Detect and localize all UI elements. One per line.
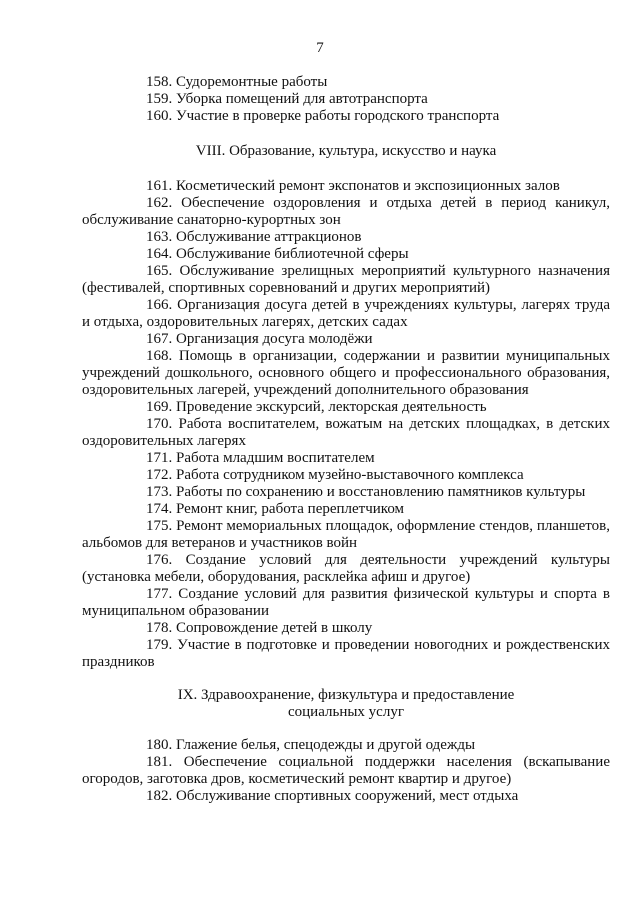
list-item: 161. Косметический ремонт экспонатов и экспозиционных залов [146,178,560,194]
list-item: 175. Ремонт мемориальных площадок, оформление стендов, планшетов, альбомов для ветеранов и участников войн [82,518,610,551]
list-item: 158. Судоремонтные работы [146,74,328,90]
list-item: 181. Обеспечение социальной поддержки населения (вскапывание огородов, заготовка дров, косметический ремонт квартир и другое) [82,754,610,787]
section-heading [82,687,610,721]
list-item: 166. Организация досуга детей в учреждениях культуры, лагерях труда и отдыха, оздоровительных лагерях, детских садах [82,297,610,330]
list-item: 176. Создание условий для деятельности учреждений культуры (установка мебели, оборудования, расклейка афиш и другое) [82,552,610,585]
list-item: 164. Обслуживание библиотечной сферы [146,246,409,262]
list-item: 165. Обслуживание зрелищных мероприятий культурного назначения (фестивалей, спортивных соревнований и других мероприятий) [82,263,610,296]
page-number: 7 [316,40,324,56]
section-heading-line: IX. Здравоохранение, физкультура и предоставление [177,687,515,703]
list-item: 177. Создание условий для развития физической культуры и спорта в муниципальном образовании [82,586,610,619]
list-item: 159. Уборка помещений для автотранспорта [146,91,428,107]
list-item: 171. Работа младшим воспитателем [146,450,375,466]
list-item: 167. Организация досуга молодёжи [146,331,373,347]
list-item: 169. Проведение экскурсий, лекторская деятельность [146,399,487,415]
list-item: 160. Участие в проверке работы городского транспорта [146,108,500,124]
document-body [82,74,610,805]
list-item: 178. Сопровождение детей в школу [146,620,373,636]
list-item: 170. Работа воспитателем, вожатым на детских площадках, в детских оздоровительных лагерях [82,416,610,449]
list-item: 182. Обслуживание спортивных сооружений, мест отдыха [146,788,519,804]
list-item: 180. Глажение белья, спецодежды и другой одежды [146,737,476,753]
list-item: 162. Обеспечение оздоровления и отдыха детей в период каникул, обслуживание санаторно-курортных зон [82,195,610,228]
list-item: 173. Работы по сохранению и восстановлению памятников культуры [146,484,586,500]
list-item: 172. Работа сотрудником музейно-выставочного комплекса [146,467,524,483]
list-item: 163. Обслуживание аттракционов [146,229,362,245]
list-item: 179. Участие в подготовке и проведении новогодних и рождественских праздников [82,637,610,670]
list-item: 174. Ремонт книг, работа переплетчиком [146,501,405,517]
section-heading-line: социальных услуг [288,704,404,720]
section-heading: VIII. Образование, культура, искусство и наука [195,143,497,159]
list-item: 168. Помощь в организации, содержании и развитии муниципальных учреждений дошкольного, основного общего и профессионального образования, оздоровительных лагерей, учреждений дополнительного образования [82,348,610,398]
